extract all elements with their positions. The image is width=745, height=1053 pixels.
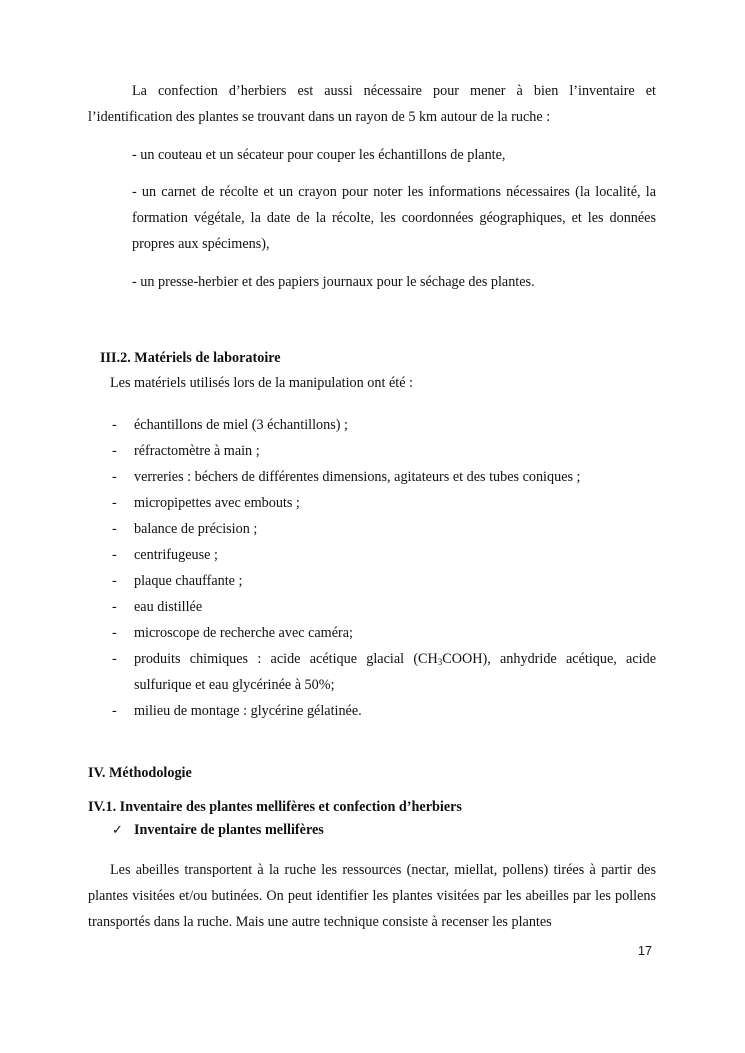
checked-subsection-label: Inventaire de plantes mellifères — [134, 822, 324, 838]
list-dash: - — [112, 469, 117, 485]
list-item-text: réfractomètre à main ; — [134, 443, 260, 459]
list-dash: - — [112, 521, 117, 537]
list-item-chemicals — [0, 646, 745, 698]
field-bullet-knife: - un couteau et un sécateur pour couper les échantillons de plante, — [132, 147, 506, 163]
list-item — [0, 516, 745, 542]
list-item — [0, 464, 745, 490]
list-dash: - — [112, 651, 117, 667]
list-item — [0, 412, 745, 438]
chem-text-after: COOH), anhydride acétique, acide sulfurique et eau glycérinée à 50%; — [134, 651, 656, 693]
list-item-text: micropipettes avec embouts ; — [134, 495, 300, 511]
intro-paragraph — [88, 78, 656, 130]
list-item — [0, 438, 745, 464]
list-item-text: microscope de recherche avec caméra; — [134, 625, 353, 641]
lab-materials-intro: Les matériels utilisés lors de la manipulation ont été : — [110, 375, 413, 391]
lab-materials-list — [0, 412, 745, 724]
list-item — [0, 698, 745, 724]
list-item — [0, 620, 745, 646]
list-item — [0, 594, 745, 620]
list-dash: - — [112, 573, 117, 589]
list-item-text — [134, 646, 656, 698]
list-dash: - — [112, 703, 117, 719]
lab-materials-heading: III.2. Matériels de laboratoire — [100, 350, 281, 366]
checked-subsection — [112, 822, 324, 839]
inventory-subheading: IV.1. Inventaire des plantes mellifères et confection d’herbiers — [88, 799, 462, 815]
bees-paragraph-text: Les abeilles transportent à la ruche les ressources (nectar, miellat, pollens) tirées à partir des plantes visitées et/ou butinées. On peut identifier les plantes visitées par les abeilles par les pollens transportés dans la ruche. Mais une autre technique consiste à recenser les plantes — [88, 862, 656, 930]
list-item-text: centrifugeuse ; — [134, 547, 218, 563]
list-dash: - — [112, 625, 117, 641]
page-number: 17 — [638, 944, 652, 958]
list-item-text: verreries : béchers de différentes dimensions, agitateurs et des tubes coniques ; — [134, 469, 581, 485]
list-dash: - — [112, 417, 117, 433]
list-item — [0, 542, 745, 568]
list-item-text: eau distillée — [134, 599, 203, 615]
list-item-text: plaque chauffante ; — [134, 573, 243, 589]
list-item — [0, 490, 745, 516]
field-bullet-press: - un presse-herbier et des papiers journaux pour le séchage des plantes. — [132, 274, 535, 290]
chem-text-before: produits chimiques : acide acétique glacial (CH — [134, 651, 438, 667]
list-dash: - — [112, 547, 117, 563]
intro-paragraph-text: La confection d’herbiers est aussi nécessaire pour mener à bien l’inventaire et l’identification des plantes se trouvant dans un rayon de 5 km autour de la ruche : — [88, 83, 656, 125]
methodology-heading: IV. Méthodologie — [88, 765, 192, 781]
list-item-text: balance de précision ; — [134, 521, 258, 537]
list-dash: - — [112, 443, 117, 459]
list-item-text: milieu de montage : glycérine gélatinée. — [134, 703, 362, 719]
field-bullet-notebook: - un carnet de récolte et un crayon pour noter les informations nécessaires (la localité, la formation végétale, la date de la récolte, les coordonnées géographiques, et les données propres aux spécimens), — [132, 184, 656, 252]
list-dash: - — [112, 599, 117, 615]
list-dash: - — [112, 495, 117, 511]
chem-subscript: 3 — [437, 657, 443, 667]
checkmark-icon: ✓ — [112, 823, 123, 838]
bees-paragraph — [88, 857, 656, 935]
list-item-text: échantillons de miel (3 échantillons) ; — [134, 417, 348, 433]
list-item — [0, 568, 745, 594]
